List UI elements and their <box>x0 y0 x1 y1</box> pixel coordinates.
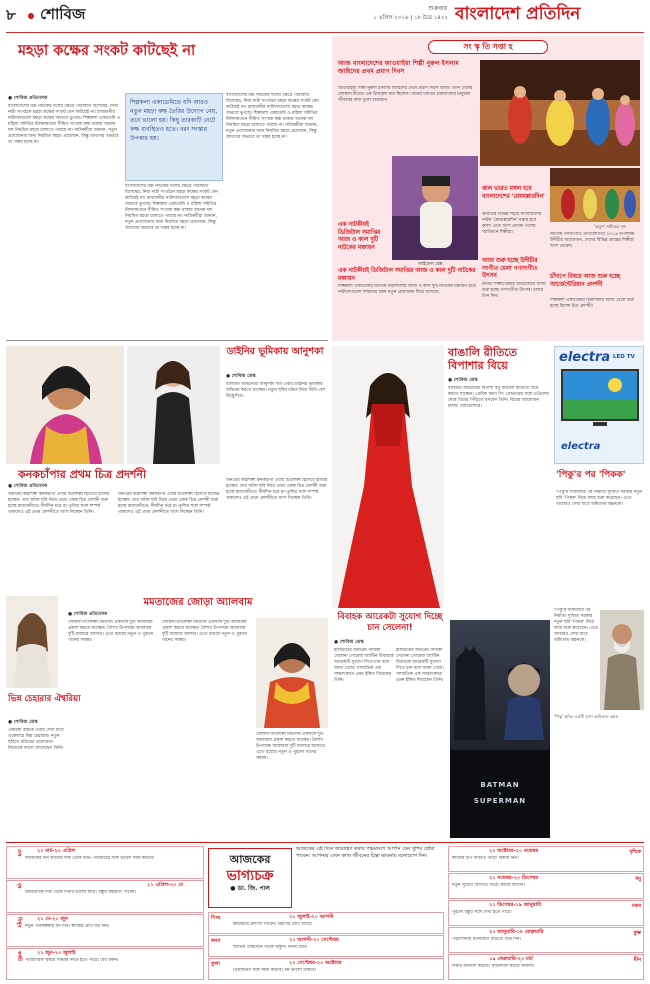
horoscope-divider <box>6 842 644 843</box>
stage-photo-right-svg <box>550 168 640 222</box>
horo-right-4-sign: মীন <box>633 957 641 963</box>
piku-title: 'পিকু'র পর 'পিকক' <box>556 470 626 480</box>
horo-left-0-range: ২১ মার্চ-২০ এপ্রিল <box>37 848 76 854</box>
bipasha-body: বলিউড অভিনেত্রী বিপাশা বসু বাঙালি রীতিতে বিয়ে করতে যাচ্ছেন। প্রেমিক করণ সিং গ্রোভারের সঙ্গে এপ্রিলের শেষে বিয়ের পিঁড়িতে বসবেন তিনি। বিয়ের আয়োজন চলছে জোরেশোরে। <box>448 386 549 409</box>
horo-left-1 <box>6 880 204 913</box>
festival-side-title2: চাঁদাপে বিষয়ে আজ শুরু হচ্ছে আর্জেন্টেরিয়ান প্রদর্শনী <box>550 274 620 288</box>
piku-body: 'পিকু'র সাফল্যের পর নির্মাতা সুজিত সরকার নতুন ছবি 'পিকক' নিয়ে কাজ শুরু করেছেন। এতে আবারও দেখা যাবে অমিতাভ বচ্চনকে। <box>556 490 643 507</box>
header-rule <box>6 32 644 33</box>
bipasha-byline: ● শোবিজ ডেস্ক <box>448 378 478 383</box>
section-name: শোবিজ <box>40 5 86 23</box>
festival-art2-body: শিল্পকলা একাডেমির জাতীয় নাট্যশালায় আজ ও কাল দুটি নাটকের মঞ্চায়ন হবে। নাট্যদলগুলো দর্শকদের জন্য নতুন প্রযোজনা নিয়ে আসছে। <box>338 284 477 295</box>
amitabh-photo-svg <box>600 610 644 710</box>
momtaz-photo <box>256 618 328 728</box>
festival-side-body2: শিল্পকলা একাডেমির চিত্রশালায় আজ থেকে শুরু হচ্ছে বিশেষ চিত্র প্রদর্শনী। <box>550 298 634 309</box>
horoscope-right <box>448 846 644 980</box>
horo-right-2-range: ২১ ডিসেম্বর-১৯ জানুয়ারি <box>489 902 542 908</box>
aishwarya-body: ঐশ্বরিয়া রাইকে এবার দেখা যাবে একেবারে ভিন্ন চেহারায়। নতুন ছবিতে চরিত্রের প্রয়োজনে নিজেকে বদলে ফেলেছেন তিনি। <box>8 728 64 751</box>
horo-right-1-text: নতুন সুযোগ আসতে পারে। কাজে লাগান। <box>452 883 525 888</box>
festival-art2-title-full: এক নাটকীয়ই ডিজিটাল সমাপ্তির আজ ও কাল দুটি নাটকের মঞ্চায়ন <box>338 268 476 282</box>
issue-date: ১ এপ্রিল ২০১৬ | ১৮ চৈত্র ১৪২২ <box>373 15 448 21</box>
lead-body-col1: বাংলাদেশের মঞ্চ নাটকের দলের ক্ষেত্রে পরিস্থিতি বিশেষের, নিজ নাট্য সংগঠনে মহড়া কক্ষের সংকট যেন কাটছেই না। রাজধানীর নাট্যদলগুলো মহড়া কক্ষের অভাবে ভুগছে। শিল্পকলা একাডেমি ও মহিলা সমিতির মিলনায়তনে সীমিত সংখ্যক কক্ষ থাকায় অনেক দল নিয়মিত মহড়া চালাতে পারছে না। নাট্যকর্মীরা জানান, নতুন প্রযোজনার জন্য নিয়মিত মহড়া প্রয়োজন, কিন্তু জায়গার অভাবে তা সম্ভব হচ্ছে না। <box>8 104 120 145</box>
momtaz-title: মমতাজের জোড়া অ্যালবাম <box>143 597 253 608</box>
stage-photo-svg <box>480 60 640 166</box>
horo-mid-2-sign: তুলা <box>211 961 220 967</box>
brand-logo: বাংলাদেশ প্রতিদিন <box>455 4 581 24</box>
header-dot <box>28 13 34 19</box>
momtaz-byline: ● শোবিজ প্রতিবেদক <box>68 612 108 617</box>
horo-right-0-text: কাজের চাপ বাড়তে পারে। বিশ্রাম নিন। <box>452 856 519 861</box>
bipasha-photo <box>332 346 444 608</box>
anushka-photo-svg <box>127 346 220 464</box>
lead-quote-box <box>125 93 223 181</box>
konkachapa-byline: ● শোবিজ প্রতিবেদক <box>8 484 48 489</box>
lead-quote: শিল্পকলা একাডেমিতে যদি আরও নতুন মহড়া কক্ষ তৈরির উদ্যোগ নেয়, তবে ভালো হয়। কিছু তারকাটি নেটে কক্ষ ব্যবস্থিতও হতে। বরং সংস্কার উপকার হয়। <box>130 99 218 142</box>
poster-title-2: v <box>498 791 502 797</box>
poster-title-1: BATMAN <box>480 781 520 789</box>
horo-right-4 <box>448 954 644 980</box>
aishwarya-photo-svg <box>6 596 58 688</box>
stage-photo-top <box>480 60 640 166</box>
anushka-body: বলিউড অভিনেত্রী আনুশকা শর্মা এবার ডাইনির ভূমিকায় অভিনয় করতে যাচ্ছেন। নতুন ছবির চরিত্র নিয়ে তিনি বেশ উচ্ছ্বসিত। <box>226 382 326 399</box>
stage-photo-right <box>550 168 640 222</box>
horo-left-3-sign: কর্কট <box>16 951 22 961</box>
piku-caption: 'পিকু' ছবির একটি দৃশ্যে অমিতাভ বচ্চন <box>554 714 619 719</box>
horo-right-2 <box>448 900 644 926</box>
stage-photo-right-caption: 'ঝড়ুণ' নাটকের দৃশ্য <box>594 224 627 229</box>
horo-left-2-sign: মিথুন <box>16 917 22 928</box>
lead-headline: মহড়া কক্ষের সংকট কাটছেই না <box>18 43 196 59</box>
horo-right-3 <box>448 927 644 953</box>
horo-right-4-range: ১৯ ফেব্রুয়ারি-২০ মার্চ <box>489 956 533 962</box>
poster-svg <box>450 620 550 838</box>
horo-left-1-range: ২১ এপ্রিল-২০ মে <box>147 882 184 888</box>
horo-left-2-text: নতুন পরিকল্পনায় মন দিন। স্বাস্থ্যের প্রতি যত্ন নিন। <box>25 924 110 929</box>
horo-left-2-range: ২১ মে-২০ জুন <box>37 916 68 922</box>
horo-mid-1-sign: কন্যা <box>211 938 221 944</box>
page-header <box>0 0 650 34</box>
selena-body-1: হলিউডের জনপ্রিয় গায়িকা সেলেনা গোমেজ জাস্টিন বিবারকে আরেকটি সুযোগ দিতে চান বলে জানা গেছে। সাম্প্রতিক এক সাক্ষাৎকারে এমন ইঙ্গিত দিয়েছেন তিনি। <box>334 648 394 683</box>
horo-right-3-range: ২০ জানুয়ারি-১৮ ফেব্রুয়ারি <box>489 929 544 935</box>
konkachapa-title: কনকচাঁপার প্রথম চিত্র প্রদর্শনী <box>18 468 147 481</box>
tv-image <box>561 369 639 421</box>
horo-left-1-sign: বৃষ <box>16 883 22 889</box>
batman-superman-poster <box>450 620 550 838</box>
electra-brand-text: electra <box>559 350 611 365</box>
festival-art1-body: আওয়াইয়া শিল্পী নুরুল ইসলাম জাহিদের প্রথম প্রয়াণ দিবস আজ। তিনি দেশের লোকসংগীতের এক উজ্জ্বল নাম ছিলেন। গানের মাধ্যমে গ্রামবাংলার মানুষের জীবনের কথা তুলে ধরেছেন। <box>338 86 473 103</box>
selena-byline: ● শোবিজ ডেস্ক <box>334 640 364 645</box>
horo-right-0-range: ২১ অক্টোবর-২০ নভেম্বর <box>489 848 539 854</box>
horo-left-3-range: ২১ জুন-২০ জুলাই <box>37 950 76 956</box>
page-number: ৮ <box>6 6 16 24</box>
lead-byline: ● শোবিজ প্রতিবেদক <box>8 96 48 101</box>
momtaz-body-2: লোকসংগীতশিল্পী মমতাজ একসঙ্গে দুটি অ্যালবাম প্রকাশ করতে যাচ্ছেন। বৈশাখ উপলক্ষে অ্যালবাম দুটি বাজারে আসবে। এতে রয়েছে নতুন ও পুরনো গানের সমন্বয়। <box>162 620 248 643</box>
lead-divider <box>6 340 328 341</box>
horo-right-4-text: দিনটি আনন্দে কাটবে। সৃজনশীল কাজে সাফল্য। <box>452 964 535 969</box>
tv-stand <box>593 422 607 426</box>
selena-body-2: হলিউডের জনপ্রিয় গায়িকা সেলেনা গোমেজ জাস্টিন বিবারকে আরেকটি সুযোগ দিতে চান বলে জানা গেছে। সাম্প্রতিক এক সাক্ষাৎকারে এমন ইঙ্গিত দিয়েছেন তিনি। <box>396 648 444 683</box>
aishwarya-photo <box>6 596 58 688</box>
poster-title-3: SUPERMAN <box>473 797 527 805</box>
konkachapa-body-2: জনপ্রিয় কণ্ঠশিল্পী কনকচাঁপা এবার চিত্রশিল্পী হিসেবে হাজির হচ্ছেন। তার আঁকা ছবি নিয়ে প্রথম একক চিত্র প্রদর্শনী শুরু হচ্ছে রাজধানীতে। দীর্ঘদিন ধরে রং-তুলির সঙ্গে সম্পর্ক থাকলেও এই প্রথম প্রদর্শনীতে অংশ নিচ্ছেন তিনি। <box>118 492 220 515</box>
festival-side-body: জাতীয় গণসংগীত প্রতিযোগিতা ২০১৬ উপলক্ষে উদীচীর আয়োজন, দেশের বিভিন্ন প্রান্তের শিল্পীরা অংশ নেবেন। <box>550 232 635 249</box>
horoscope-intro: আজকের এই দিনে জন্মগ্রহণ করায় পঞ্চমাংশে আপনি যেন খুশির ছোঁয়া পাবেন। আপনার এখন কাজ জীবনের চিন্তা ভাবনায় মনোযোগ দিন। <box>296 846 435 859</box>
selena-title: বিবাহক আরেকটা সুযোগ দিচ্ছে চান সেলেনা! <box>337 612 443 633</box>
horo-mid-0 <box>208 912 444 934</box>
singer-photo-caption: আইডেল রেক্স <box>418 262 443 267</box>
horo-right-3-sign: কুম্ভ <box>633 930 641 936</box>
aishwarya-byline: ● শোবিজ ডেস্ক <box>8 720 38 725</box>
horoscope-title-line1: আজকের <box>229 853 271 866</box>
horo-right-2-sign: মকর <box>631 903 641 909</box>
lead-body-col2: বাংলাদেশের মঞ্চ নাটকের দলের ক্ষেত্রে পরিস্থিতি বিশেষের, নিজ নাট্য সংগঠনে মহড়া কক্ষের সংকট যেন কাটছেই না। রাজধানীর নাট্যদলগুলো মহড়া কক্ষের অভাবে ভুগছে। শিল্পকলা একাডেমি ও মহিলা সমিতির মিলনায়তনে সীমিত সংখ্যক কক্ষ থাকায় অনেক দল নিয়মিত মহড়া চালাতে পারছে না। নাট্যকর্মীরা জানান, নতুন প্রযোজনার জন্য নিয়মিত মহড়া প্রয়োজন, কিন্তু জায়গার অভাবে তা সম্ভব হচ্ছে না। <box>125 184 218 231</box>
electra-ad[interactable] <box>554 346 644 464</box>
horo-left-3 <box>6 948 204 980</box>
horo-mid-2 <box>208 958 444 980</box>
festival-art3-title: কাল ভারত মঙ্গল হবে বাংলাদেশের 'মেঘমল্লারদিন' <box>482 186 545 200</box>
horo-left-2 <box>6 914 204 947</box>
horo-mid-0-sign: সিংহ <box>211 915 221 921</box>
horo-right-1 <box>448 873 644 899</box>
festival-label: সং স্কৃ তি সপ্তা হ <box>428 40 548 54</box>
horoscope-title-box <box>208 848 292 908</box>
anushka-photo <box>127 346 220 464</box>
aishwarya-title: ভিন্ন চেহারার ঐশ্বরিয়া <box>8 694 81 704</box>
konkachapa-photo <box>6 346 124 464</box>
horo-left-0 <box>6 846 204 879</box>
konkachapa-body-3: জনপ্রিয় কণ্ঠশিল্পী কনকচাঁপা এবার চিত্রশিল্পী হিসেবে হাজির হচ্ছেন। তার আঁকা ছবি নিয়ে প্রথম একক চিত্র প্রদর্শনী শুরু হচ্ছে রাজধানীতে। দীর্ঘদিন ধরে রং-তুলির সঙ্গে সম্পর্ক থাকলেও এই প্রথম প্রদর্শনীতে অংশ নিচ্ছেন তিনি। <box>226 478 328 501</box>
horo-right-3-text: পড়াশোনায় মনোযোগ বাড়বে। শুভ দিন। <box>452 937 522 942</box>
singer-photo-svg <box>392 156 478 260</box>
horo-right-0-sign: বৃশ্চিক <box>629 849 641 855</box>
issue-day: শুক্রবার <box>428 5 447 12</box>
horo-mid-2-range: ২১ সেপ্টেম্বর-২০ অক্টোবর <box>289 960 342 966</box>
tv-screen-svg <box>563 371 637 419</box>
horo-right-0 <box>448 846 644 872</box>
festival-art4-body: উদীচী শিল্পীগোষ্ঠীর আয়োজনে আজ শুরু হচ্ছে গণসংগীত উৎসব। চলবে তিন দিন। <box>482 282 546 299</box>
horo-right-1-range: ২১ নভেম্বর-২০ ডিসেম্বর <box>489 875 539 881</box>
horo-left-0-text: আজকের দিন কাজের দিক থেকে শুভ। পরিবারের সঙ্গে ভালো সময় কাটবে। <box>25 856 155 861</box>
horoscope-left <box>6 846 204 980</box>
konkachapa-photo-svg <box>6 346 124 464</box>
bipasha-photo-svg <box>332 346 444 608</box>
festival-section <box>332 36 644 341</box>
horoscope-author: ● ডা. জি. পাল <box>230 885 270 892</box>
festival-art4-title: আজ শুরু হচ্ছে উদীচীর সংগীত মেলা গণসংগীত উৎসব <box>482 258 538 279</box>
horo-right-2-text: পুরনো বন্ধুর সঙ্গে দেখা হতে পারে। <box>452 910 512 915</box>
horo-mid-0-text: কর্মক্ষেত্রে প্রশংসা পাবেন। ভ্রমণের যোগ আছে। <box>233 922 313 927</box>
electra-product: LED TV <box>613 354 635 360</box>
bipasha-title: বাঙালি রীতিতে বিপাশার বিয়ে <box>448 346 518 372</box>
horoscope-title-line2: ভাগ্যচক্র <box>226 868 274 884</box>
electra-brand <box>559 350 610 366</box>
horo-left-3-text: পারিবারিক বিষয়ে সিদ্ধান্ত নিতে হতে পারে। ধৈর্য ধরুন। <box>25 958 119 963</box>
amitabh-photo <box>600 610 644 710</box>
singer-photo <box>392 156 478 260</box>
horo-left-1-text: অর্থনৈতিক দিক থেকে দিনটি ভালো যাবে। বন্ধুর সহায়তা পাবেন। <box>25 890 136 895</box>
festival-art2-title: এক নাটকীয়ই ডিজিটাল সমাপ্তির আজ ও কাল দুটি নাটকের মঞ্চায়ন <box>338 222 381 251</box>
anushka-byline: ● শোবিজ ডেস্ক <box>226 374 256 379</box>
horo-mid-1-range: ২১ আগস্ট-২০ সেপ্টেম্বর <box>289 937 339 943</box>
horo-mid-2-text: প্রিয়জনের সঙ্গে সময় কাটবে। মন ভালো থাকবে। <box>233 968 317 973</box>
lead-body-col3: বাংলাদেশের মঞ্চ নাটকের দলের ক্ষেত্রে পরিস্থিতি বিশেষের, নিজ নাট্য সংগঠনে মহড়া কক্ষের সংকট যেন কাটছেই না। রাজধানীর নাট্যদলগুলো মহড়া কক্ষের অভাবে ভুগছে। শিল্পকলা একাডেমি ও মহিলা সমিতির মিলনায়তনে সীমিত সংখ্যক কক্ষ থাকায় অনেক দল নিয়মিত মহড়া চালাতে পারছে না। নাট্যকর্মীরা জানান, নতুন প্রযোজনার জন্য নিয়মিত মহড়া প্রয়োজন, কিন্তু জায়গার অভাবে তা সম্ভব হচ্ছে না। <box>226 93 319 140</box>
horo-left-0-sign: মেষ <box>16 849 22 857</box>
horo-right-1-sign: ধনু <box>635 876 641 882</box>
momtaz-body-3: লোকসংগীতশিল্পী মমতাজ একসঙ্গে দুটি অ্যালবাম প্রকাশ করতে যাচ্ছেন। বৈশাখ উপলক্ষে অ্যালবাম দুটি বাজারে আসবে। এতে রয়েছে নতুন ও পুরনো গানের সমন্বয়। <box>256 732 326 761</box>
electra-footer: electra <box>561 441 601 452</box>
konkachapa-body-1: জনপ্রিয় কণ্ঠশিল্পী কনকচাঁপা এবার চিত্রশিল্পী হিসেবে হাজির হচ্ছেন। তার আঁকা ছবি নিয়ে প্রথম একক চিত্র প্রদর্শনী শুরু হচ্ছে রাজধানীতে। দীর্ঘদিন ধরে রং-তুলির সঙ্গে সম্পর্ক থাকলেও এই প্রথম প্রদর্শনীতে অংশ নিচ্ছেন তিনি। <box>8 492 110 515</box>
momtaz-body-1: লোকসংগীতশিল্পী মমতাজ একসঙ্গে দুটি অ্যালবাম প্রকাশ করতে যাচ্ছেন। বৈশাখ উপলক্ষে অ্যালবাম দুটি বাজারে আসবে। এতে রয়েছে নতুন ও পুরনো গানের সমন্বয়। <box>68 620 154 643</box>
anushka-title: ডাইনির ভূমিকায় আনুশকা <box>226 346 324 357</box>
festival-art3-body: ভারতের বিভিন্ন শহরে বাংলাদেশের নাটক 'মেঘমল্লারদিন' মঞ্চস্থ হবে কাল। এতে অংশ নেবেন দেশের খ্যাতিমান শিল্পীরা। <box>482 212 542 235</box>
horo-mid-0-range: ২১ জুলাই-২০ আগস্ট <box>289 914 334 920</box>
horo-mid-1-text: আর্থিক লেনদেনে সতর্ক থাকুন। দিনটি মিশ্র। <box>233 945 308 950</box>
festival-art1-title: আজ বাংলাদেশের আওয়াইয়া শিল্পী নুরুল ইসলাম জাহিদের প্রথম প্রয়াণ দিবস <box>338 60 459 75</box>
horo-mid-1 <box>208 935 444 957</box>
momtaz-photo-svg <box>256 618 328 728</box>
piku-body-left: 'পিকু'র সাফল্যের পর নির্মাতা সুজিত সরকার নতুন ছবি 'পিকক' নিয়ে কাজ শুরু করেছেন। এতে আবারও দেখা যাবে অমিতাভ বচ্চনকে। <box>554 608 598 643</box>
